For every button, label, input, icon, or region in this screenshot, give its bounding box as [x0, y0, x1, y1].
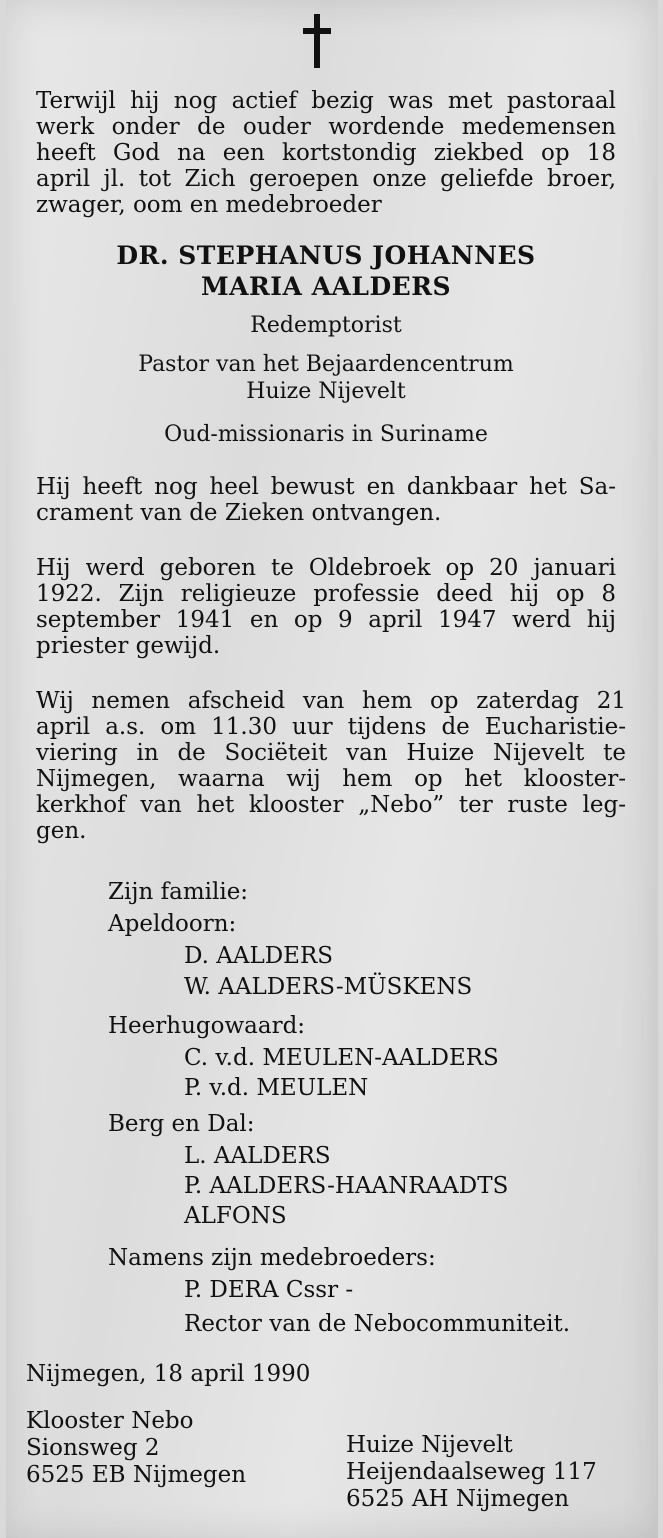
confreres-heading: Namens zijn medebroeders: [108, 1245, 436, 1271]
former-role: Oud-missionaris in Suriname [164, 422, 488, 447]
name-line-1: DR. STEPHANUS JOHANNES [116, 241, 536, 270]
family-place-heerhugowaard: Heerhugowaard: [108, 1013, 306, 1039]
address-line: Sionsweg 2 [26, 1435, 160, 1461]
place-date: Nijmegen, 18 april 1990 [26, 1361, 311, 1387]
paragraph-line: Nijmegen, waarna wij hem op het klooster- [36, 766, 626, 792]
family-member: P. v.d. MEULEN [184, 1075, 369, 1101]
intro-line: zwager, oom en medebroeder [36, 192, 382, 218]
paragraph-line: Hij heeft nog heel bewust en dankbaar het Sa- [36, 474, 616, 500]
family-heading: Zijn familie: [108, 879, 249, 905]
intro-line: april jl. tot Zich geroepen onze geliefde broer, [36, 166, 616, 192]
address-line: 6525 EB Nijmegen [26, 1462, 247, 1488]
family-member: ALFONS [184, 1203, 287, 1229]
role-line-1: Pastor van het Bejaardencentrum [138, 352, 514, 377]
address-line: Heijendaalseweg 117 [346, 1459, 597, 1485]
family-member: W. AALDERS-MÜSKENS [184, 974, 473, 1000]
intro-line: Terwijl hij nog actief bezig was met pastoraal [36, 88, 616, 114]
sacrament-paragraph [36, 474, 616, 526]
paragraph-line: 1922. Zijn religieuze professie deed hij op 8 [36, 581, 616, 607]
family-member: L. AALDERS [184, 1143, 331, 1169]
role-line-2: Huize Nijevelt [246, 379, 406, 404]
intro-paragraph [36, 88, 616, 218]
family-member: D. AALDERS [184, 943, 334, 969]
deceased-name [36, 240, 616, 302]
confreres-name: P. DERA Cssr - [184, 1277, 354, 1303]
family-place-apeldoorn: Apeldoorn: [108, 911, 237, 937]
paragraph-line: gen. [36, 818, 87, 844]
paragraph-line: april a.s. om 11.30 uur tijdens de Eucharistie- [36, 714, 626, 740]
address-huize-nijevelt [346, 1432, 597, 1513]
paragraph-line: viering in de Sociëteit van Huize Nijevelt te [36, 740, 626, 766]
address-line: Klooster Nebo [26, 1408, 194, 1434]
family-member: C. v.d. MEULEN-AALDERS [184, 1045, 499, 1071]
paragraph-line: kerkhof van het klooster „Nebo” ter ruste leg- [36, 792, 626, 818]
order-title: Redemptorist [250, 313, 402, 338]
name-line-2: MARIA AALDERS [200, 272, 452, 301]
family-member: P. AALDERS-HAANRAADTS [184, 1173, 509, 1199]
address-line: Huize Nijevelt [346, 1432, 513, 1458]
birth-paragraph [36, 555, 616, 659]
intro-line: heeft God na een kortstondig ziekbed op 18 [36, 140, 616, 166]
paragraph-line: september 1941 en op 9 april 1947 werd hij [36, 607, 616, 633]
paragraph-line: crament van de Zieken ontvangen. [36, 500, 442, 526]
family-place-berg-en-dal: Berg en Dal: [108, 1111, 255, 1137]
paragraph-line: Wij nemen afscheid van hem op zaterdag 21 [36, 688, 626, 714]
confreres-role: Rector van de Nebocommuniteit. [184, 1311, 571, 1337]
paragraph-line: Hij werd geboren te Oldebroek op 20 januari [36, 555, 616, 581]
paragraph-line: priester gewijd. [36, 633, 221, 659]
farewell-paragraph [36, 688, 626, 844]
address-klooster-nebo [26, 1408, 246, 1489]
cross-icon [300, 14, 334, 68]
address-line: 6525 AH Nijmegen [346, 1486, 570, 1512]
intro-line: werk onder de ouder wordende medemensen [36, 114, 616, 140]
